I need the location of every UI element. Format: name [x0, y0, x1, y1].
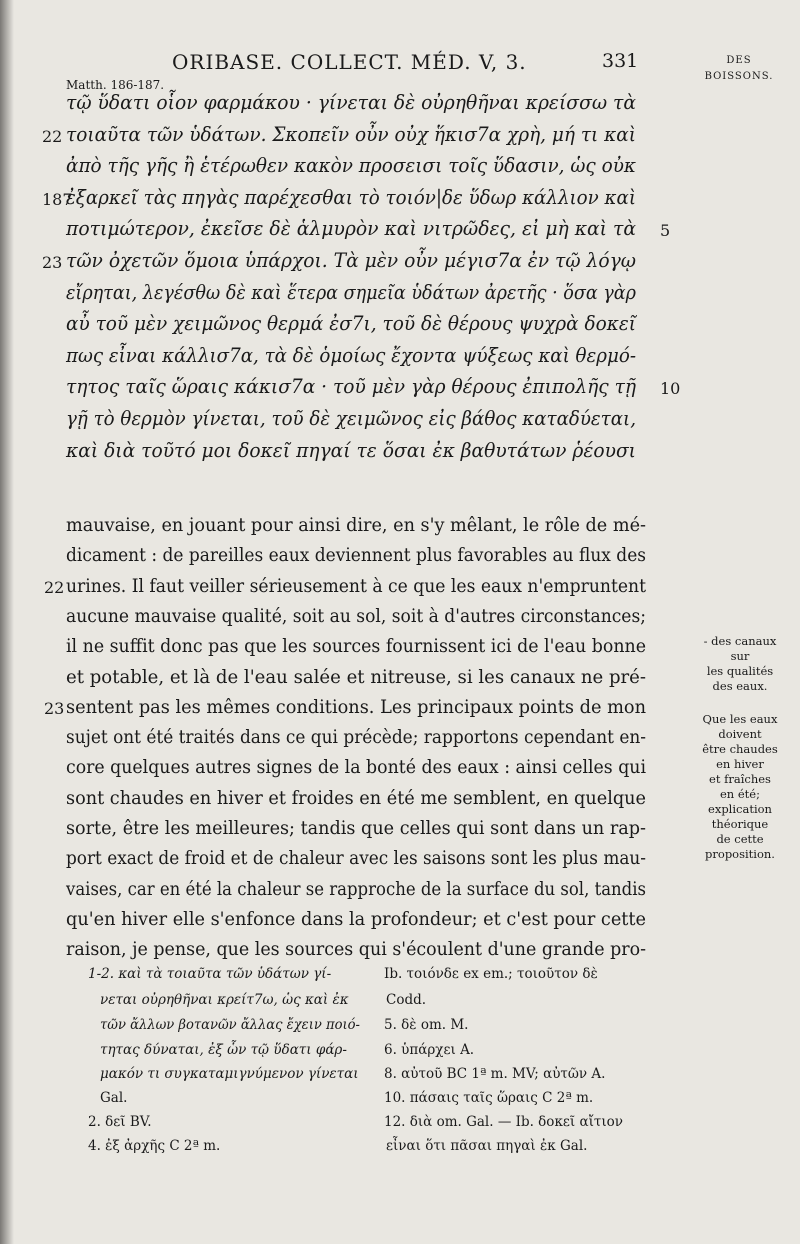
line-number: 22 — [44, 577, 65, 597]
footnote-line: 2. δεῖ BV. — [88, 1114, 152, 1130]
marginal-note-line: Que les eaux — [702, 712, 778, 726]
footnote-line: Gal. — [100, 1090, 128, 1106]
footnote-line: τῶν ἄλλων βοτανῶν ἄλλας ἔχειν ποιό- — [100, 1017, 360, 1033]
footnote-line: 1-2. καὶ τὰ τοιαῦτα τῶν ὑδάτων γί- — [88, 966, 332, 982]
page-number: 331 — [602, 50, 639, 72]
greek-text-line: πως εἶναι κάλλισ7α, τὰ δὲ ὁμοίως ἔχοντα ψύξεως καὶ θερμό- — [66, 343, 636, 367]
french-text-line: urines. Il faut veiller sérieusement à ce que les eaux n'empruntent — [66, 574, 646, 597]
greek-text-line: τοιαῦτα τῶν ὑδάτων. Σκοπεῖν οὖν οὐχ ἥκισ7α χρὴ, μή τι καὶ — [66, 122, 636, 146]
french-text-line: raison, je pense, que les sources qui s'écoulent d'une grande pro- — [66, 938, 646, 961]
french-text-line: aucune mauvaise qualité, soit au sol, soit à d'autres circonstances; — [66, 604, 646, 627]
french-text-line: core quelques autres signes de la bonté des eaux : ainsi celles qui — [66, 756, 646, 779]
greek-text-line: ἀπὸ τῆς γῆς ἢ ἑτέρωθεν κακὸν προσεισι τοῖς ὕδασιν, ὡς οὐκ — [66, 154, 636, 178]
marginal-note-line: doivent — [718, 727, 762, 741]
french-text-line: il ne suffit donc pas que les sources fournissent ici de l'eau bonne — [66, 635, 646, 658]
marginal-note — [688, 712, 792, 862]
footnote-line: Ib. τοιόνδε ex em.; τοιοῦτον δὲ — [384, 966, 598, 982]
greek-text-line: εἴρηται, λεγέσθω δὲ καὶ ἕτερα σημεῖα ὑδάτων ἀρετῆς · ὅσα γὰρ — [66, 280, 636, 304]
french-text-line: et potable, et là de l'eau salée et nitreuse, si les canaux ne pré- — [66, 665, 646, 688]
footnote-line: εἶναι ὅτι πᾶσαι πηγαὶ ἐκ Gal. — [386, 1138, 588, 1154]
running-head-line: BOISSONS. — [704, 71, 774, 82]
french-text-line: port exact de froid et de chaleur avec les saisons sont les plus mau- — [66, 847, 646, 870]
french-text-line: qu'en hiver elle s'enfonce dans la profondeur; et c'est pour cette — [66, 907, 646, 930]
greek-text-line: ἐξαρκεῖ τὰς πηγὰς παρέχεσθαι τὸ τοιόν|δε ὕδωρ κάλλιον καὶ — [66, 185, 636, 209]
greek-text-line: τῷ ὕδατι οἷον φαρμάκου · γίνεται δὲ οὐρηθῆναι κρείσσω τὰ — [66, 91, 636, 114]
footnote-line: 12. διὰ om. Gal. — Ib. δοκεῖ αἴτιον — [384, 1114, 623, 1130]
footnote-line: μακόν τι συγκαταμιγνύμενον γίνεται — [100, 1066, 359, 1082]
footnote-line: τητας δύναται, ἐξ ὧν τῷ ὕδατι φάρ- — [100, 1042, 347, 1058]
marginal-note-line: proposition. — [705, 847, 775, 861]
footnote-line: νεται οὐρηθῆναι κρείτ7ω, ὡς καὶ ἐκ — [100, 992, 349, 1008]
marginal-note-line: en hiver — [716, 757, 764, 771]
greek-text-line: αὖ τοῦ μὲν χειμῶνος θερμά ἐσ7ι, τοῦ δὲ θέρους ψυχρὰ δοκεῖ — [66, 312, 636, 336]
footnote-line: 5. δὲ om. M. — [384, 1017, 469, 1033]
greek-text-line: τῶν ὀχετῶν ὅμοια ὑπάρχοι. Τὰ μὲν οὖν μέγισ7α ἐν τῷ λόγῳ — [66, 249, 636, 272]
greek-text-line: καὶ διὰ τοῦτό μοι δοκεῖ πηγαί τε ὅσαι ἐκ βαθυτάτων ῥέουσι — [66, 438, 636, 462]
french-text-line: vaises, car en été la chaleur se rapproche de la surface du sol, tandis — [66, 877, 646, 900]
matthaei-reference: Matth. 186-187. — [66, 78, 165, 92]
greek-text-line: ποτιμώτερον, ἐκεῖσε δὲ ἁλμυρὸν καὶ νιτρῶδες, εἰ μὴ καὶ τὰ — [66, 217, 636, 241]
footnote-line: Codd. — [386, 992, 427, 1008]
footnote-line: 4. ἐξ ἀρχῆς C 2ª m. — [88, 1138, 221, 1154]
marginal-note-line: sur — [730, 649, 750, 663]
french-text-line: sont chaudes en hiver et froides en été me semblent, en quelque — [66, 786, 646, 809]
marginal-note-line: être chaudes — [702, 742, 778, 756]
french-text-line: sujet ont été traités dans ce qui précède; rapportons cependant en- — [66, 726, 646, 749]
running-head — [690, 53, 788, 85]
footnote-line: 10. πάσαις ταῖς ὥραις C 2ª m. — [384, 1090, 594, 1106]
marginal-note — [688, 634, 792, 694]
french-text-line: mauvaise, en jouant pour ainsi dire, en s'y mêlant, le rôle de mé- — [66, 514, 646, 536]
marginal-note-line: et fraîches — [709, 772, 771, 786]
marginal-note-line: théorique — [711, 817, 769, 831]
french-text-line: dicament : de pareilles eaux deviennent plus favorables au flux des — [66, 544, 646, 567]
marginal-note-line: explication — [708, 802, 772, 816]
line-number: 5 — [660, 221, 671, 241]
line-number: 23 — [42, 253, 63, 272]
marginal-note-line: en été; — [720, 787, 760, 801]
greek-text-line: τητος ταῖς ὥραις κάκισ7α · τοῦ μὲν γὰρ θέρους ἐπιπολῆς τῇ — [66, 375, 636, 399]
line-number: 187 — [42, 189, 73, 209]
line-number: 23 — [44, 698, 65, 718]
running-head-line: DES — [726, 55, 752, 66]
greek-text-line: γῇ τὸ θερμὸν γίνεται, τοῦ δὲ χειμῶνος εἰς βάθος καταδύεται, — [66, 407, 636, 430]
footnote-line: 8. αὐτοῦ BC 1ª m. MV; αὐτῶν A. — [384, 1066, 606, 1082]
french-text-line: sentent pas les mêmes conditions. Les principaux points de mon — [66, 695, 646, 718]
marginal-note-line: - des canaux — [703, 634, 777, 648]
footnote-line: 6. ὑπάρχει A. — [384, 1042, 475, 1058]
line-number: 22 — [42, 126, 63, 146]
marginal-note-line: les qualités — [706, 664, 774, 678]
line-number: 10 — [660, 379, 681, 399]
french-text-line: sorte, être les meilleures; tandis que celles qui sont dans un rap- — [66, 817, 646, 839]
page-title: ORIBASE. COLLECT. MÉD. V, 3. — [172, 50, 527, 74]
marginal-note-line: de cette — [716, 832, 764, 846]
page-edge-shadow — [0, 0, 14, 1244]
marginal-note-line: des eaux. — [712, 679, 768, 693]
